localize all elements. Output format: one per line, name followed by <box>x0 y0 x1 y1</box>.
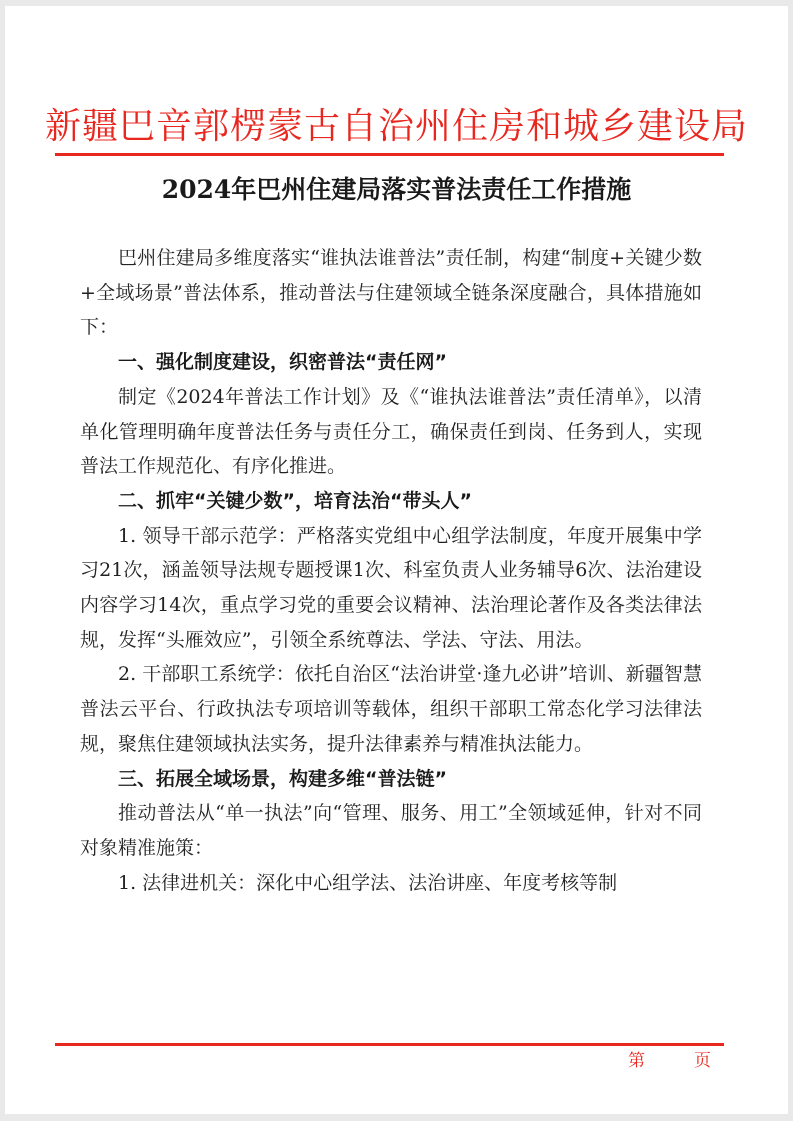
body-paragraph: 1. 法律进机关：深化中心组学法、法治讲座、年度考核等制 <box>118 871 618 894</box>
section-heading-2: 二、抓牢“关键少数”，培育法治“带头人” <box>118 489 472 512</box>
body-paragraph: 1. 领导干部示范学：严格落实党组中心组学法制度，年度开展集中学习21次，涵盖领导法规专题授课1次、科室负责人业务辅导6次、法治建设内容学习14次，重点学习党的重要会议精神、法治理论著作及各类法律法规，发挥“头雁效应”，引领全系统尊法、学法、守法、用法。 <box>80 524 702 651</box>
footer-red-rule <box>55 1043 724 1046</box>
section-heading-1: 一、强化制度建设，织密普法“责任网” <box>118 351 447 374</box>
header-red-rule <box>55 153 724 156</box>
intro-paragraph: 巴州住建局多维度落实“谁执法谁普法”责任制，构建“制度+关键少数+全域场景”普法体系，推动普法与住建领域全链条深度融合，具体措施如下： <box>80 247 702 339</box>
body-paragraph: 2. 干部职工系统学：依托自治区“法治讲堂·逢九必讲”培训、新疆智慧普法云平台、行政执法专项培训等载体，组织干部职工常态化学习法律法规，聚焦住建领域执法实务，提升法律素养与精准执法能力。 <box>80 663 702 755</box>
document-body <box>80 241 702 900</box>
page-number-label-left: 第 <box>628 1051 645 1071</box>
section-heading-3: 三、拓展全域场景，构建多维“普法链” <box>118 767 447 790</box>
document-page <box>5 6 788 1114</box>
agency-header: 新疆巴音郭楞蒙古自治州住房和城乡建设局 <box>44 106 748 147</box>
body-paragraph: 推动普法从“单一执法”向“管理、服务、用工”全领域延伸，针对不同对象精准施策： <box>80 802 702 859</box>
document-title: 2024年巴州住建局落实普法责任工作措施 <box>161 175 632 204</box>
page-number-label-right: 页 <box>694 1051 711 1071</box>
body-paragraph: 制定《2024年普法工作计划》及《“谁执法谁普法”责任清单》，以清单化管理明确年度普法任务与责任分工，确保责任到岗、任务到人，实现普法工作规范化、有序化推进。 <box>80 385 702 478</box>
